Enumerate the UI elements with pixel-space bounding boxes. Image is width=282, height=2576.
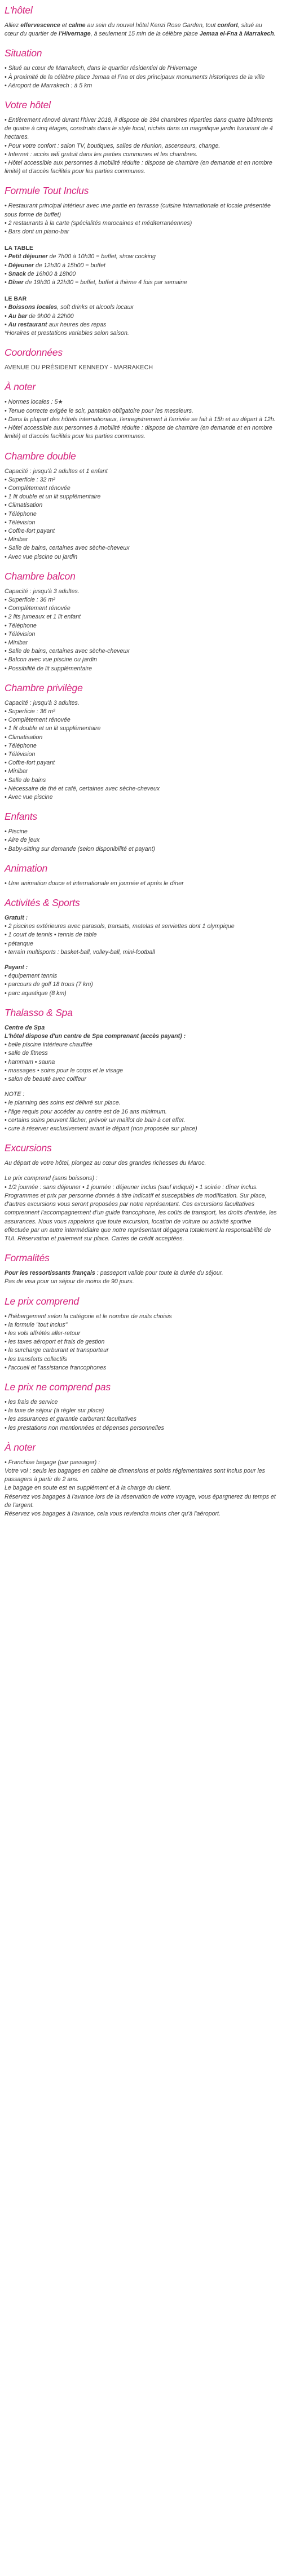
list-item: • Téléphone [5, 622, 37, 629]
situation-title: Situation [5, 47, 42, 59]
hotel-intro: Alliez effervescence et calme au sein du nouvel hôtel Kenzi Rose Garden, tout confort, situé au cœur du quartier de l'Hivernage, à seulement 15 min de la célèbre place Jemaa el-Fna à Marrakech. [5, 22, 276, 38]
list-item: • Balcon avec vue piscine ou jardin [5, 656, 97, 664]
list-item: • Au bar de 9h00 à 22h00 [5, 312, 74, 320]
chambre-double-title: Chambre double [5, 450, 76, 462]
list-item: • Petit déjeuner de 7h00 à 10h30 = buffet, show cooking [5, 253, 156, 260]
list-item: • Aire de jeux [5, 837, 40, 844]
list-item: • Aéroport de Marrakech : à 5 km [5, 82, 92, 89]
list-item: • cure à réserver exclusivement avant le départ (non proposée sur place) [5, 1125, 197, 1133]
spa-label: Centre de Spa [5, 1024, 45, 1031]
payant-label: Payant : [5, 964, 28, 971]
list-item: • salon de beauté avec coiffeur [5, 1076, 87, 1083]
list-item: • Franchise bagage (par passager) : [5, 1459, 100, 1466]
list-item: • Entièrement rénové durant l'hiver 2018, il dispose de 384 chambres réparties dans quatre bâtiments de quatre à cinq étages, construits dans le style local, nichés dans un magnifique jardin luxuriant de 4 hectares. [5, 117, 273, 141]
list-item: • 2 restaurants à la carte (spécialités marocaines et méditerranéennes) [5, 219, 192, 227]
list-item: • salle de fitness [5, 1050, 48, 1057]
list-item: • équipement tennis [5, 973, 58, 980]
chambre-balcon-list [5, 587, 277, 673]
list-item: • massages • soins pour le corps et le visage [5, 1067, 123, 1074]
list-item: • Piscine [5, 828, 28, 836]
list-item: Votre vol : seuls les bagages en cabine de dimensions et poids réglementaires sont inclus pour les passagers à partir de 2 ans. [5, 1467, 265, 1483]
list-item: • belle piscine intérieure chauffée [5, 1041, 92, 1049]
list-item: • 1 court de tennis • tennis de table [5, 931, 97, 939]
list-item: • certains soins peuvent fâcher, prévoir un maillot de bain à cet effet. [5, 1116, 186, 1124]
list-item: • Salle de bains, certaines avec sèche-cheveux [5, 545, 130, 552]
a-noter-2-list [5, 1459, 277, 1518]
list-item: • Télévision [5, 519, 36, 526]
votre-hotel-list [5, 116, 277, 176]
formalites-title: Formalités [5, 1252, 50, 1264]
list-item: • 1 lit double et un lit supplémentaire [5, 725, 101, 732]
list-item: • Situé au cœur de Marrakech, dans le quartier résidentiel de l'Hivernage [5, 65, 197, 72]
list-item: • l'accueil et l'assistance francophones [5, 1364, 107, 1371]
a-noter-section [5, 381, 277, 441]
list-item: • Complètement rénovée [5, 717, 70, 724]
list-item: • Minibar [5, 768, 28, 775]
formalites-visa: Pas de visa pour un séjour de moins de 90 jours. [5, 1278, 134, 1285]
list-item: • Minibar [5, 639, 28, 646]
list-item: • Possibilité de lit supplémentaire [5, 665, 92, 672]
situation-section [5, 47, 277, 90]
list-item: • Nécessaire de thé et café, certaines avec sèche-cheveux [5, 785, 160, 792]
list-item: • Dîner de 19h30 à 22h30 = buffet, buffet à thème 4 fois par semaine [5, 279, 187, 286]
a-noter-title: À noter [5, 381, 36, 393]
list-item: • Une animation douce et internationale en journée et après le dîner [5, 880, 184, 887]
chambre-privilege-list [5, 699, 277, 802]
list-item: • les transferts collectifs [5, 1355, 67, 1363]
list-item: • Salle de bains, certaines avec sèche-cheveux [5, 648, 130, 655]
votre-hotel-title: Votre hôtel [5, 99, 51, 111]
list-item: • Internet : accès wifi gratuit dans les parties communes et les chambres. [5, 151, 198, 158]
chambre-double-list [5, 467, 277, 562]
list-item: • À proximité de la célèbre place Jemaa el Fna et des principaux monuments historiques de la ville [5, 73, 265, 81]
list-item: • Climatisation [5, 502, 43, 509]
enfants-section [5, 811, 277, 854]
chambre-balcon-section [5, 571, 277, 673]
excursions-info: Programmes et prix par personne donnés à titre indicatif et susceptibles de modification. Sur place, d'autres excursions vous seront proposées par notre représentant. Ces excursions facultatives comprennent l'accompagnement d'un guide francophone, les coûts de transport, les droits d'entrée, les assurances. Nous vous rappelons que toute excursion, location de voiture ou activité sportive effectuée par un autre intermédiaire que notre représentant dégagera totalement la responsabilité de TUI. Réservation et paiement sur place. Cartes de crédit acceptées. [5, 1192, 277, 1242]
list-item: • Climatisation [5, 734, 43, 741]
payant-list [5, 972, 277, 998]
table-list [5, 253, 277, 287]
bar-list [5, 303, 277, 329]
list-item: • Complètement rénovée [5, 605, 70, 612]
animation-title: Animation [5, 862, 48, 874]
excursions-section [5, 1142, 277, 1243]
spa-desc: L'hôtel dispose d'un centre de Spa comprenant (accès payant) : [5, 1033, 186, 1040]
situation-list [5, 64, 277, 90]
coordonnees-title: Coordonnées [5, 347, 63, 359]
prix-ne-comprend-list [5, 1398, 277, 1433]
list-item: • hammam • sauna [5, 1058, 55, 1066]
list-item: • Téléphone [5, 742, 37, 749]
list-item: • Tenue correcte exigée le soir, pantalon obligatoire pour les messieurs. [5, 407, 193, 414]
animation-list [5, 880, 277, 888]
list-item: • Complètement rénovée [5, 484, 70, 492]
gratuit-list [5, 922, 277, 957]
gratuit-label: Gratuit : [5, 914, 28, 922]
list-item: • 1 lit double et un lit supplémentaire [5, 493, 101, 501]
list-item: • les assurances et garantie carburant facultatives [5, 1416, 136, 1423]
list-item: • Télévision [5, 630, 36, 638]
list-item: • Normes locales : 5★ [5, 399, 63, 406]
list-item: • la surcharge carburant et transporteur [5, 1347, 109, 1354]
list-item: • Hôtel accessible aux personnes à mobilité réduite : dispose de chambre (en demande et en nombre limité) et d'accès facilités pour les parties communes. [5, 160, 272, 175]
list-item: • le planning des soins est délivré sur place. [5, 1099, 121, 1107]
address: AVENUE DU PRÉSIDENT KENNEDY - MARRAKECH [5, 364, 153, 372]
list-item: • les taxes aéroport et frais de gestion [5, 1338, 105, 1346]
spa-notes-list [5, 1099, 277, 1133]
list-item: • Coffre-fort payant [5, 759, 55, 767]
list-item: • pétanque [5, 940, 33, 947]
list-item: • la taxe de séjour (à régler sur place) [5, 1407, 104, 1415]
bar-note: *Horaires et prestations variables selon saison. [5, 330, 129, 337]
list-item: • 2 lits jumeaux et 1 lit enfant [5, 613, 81, 621]
list-item: Capacité : jusqu'à 3 adultes. [5, 587, 80, 595]
list-item: Capacité : jusqu'à 3 adultes. [5, 699, 80, 706]
list-item: • Avec vue piscine ou jardin [5, 553, 78, 560]
hotel-title: L'hôtel [5, 5, 33, 16]
list-item: • Minibar [5, 536, 28, 544]
enfants-title: Enfants [5, 811, 37, 823]
list-item: • Dans la plupart des hôtels internationaux, l'enregistrement à l'arrivée se fait à 15h et au départ à 12h. [5, 416, 276, 423]
list-item: • Déjeuner de 12h30 à 15h00 = buffet [5, 262, 105, 269]
formalites-passport: Pour les ressortissants français : passeport valide pour toute la durée du séjour. [5, 1270, 223, 1277]
hotel-section [5, 5, 277, 38]
list-item: • Bars dont un piano-bar [5, 228, 69, 236]
excursions-intro: Au départ de votre hôtel, plongez au cœur des grandes richesses du Maroc. [5, 1160, 206, 1167]
prix-ne-comprend-section [5, 1381, 277, 1433]
formule-title: Formule Tout Inclus [5, 185, 89, 197]
prix-ne-comprend-title: Le prix ne comprend pas [5, 1381, 111, 1393]
table-subtitle: LA TABLE [5, 245, 34, 252]
enfants-list [5, 828, 277, 854]
formalites-section [5, 1252, 277, 1286]
activites-section [5, 897, 277, 998]
list-item: • Snack de 16h00 à 18h00 [5, 270, 76, 277]
chambre-double-section [5, 450, 277, 562]
a-noter-2-title: À noter [5, 1441, 36, 1453]
list-item: • Au restaurant aux heures des repas [5, 321, 107, 328]
list-item: • Restaurant principal intérieur avec une partie en terrasse (cuisine internationale et locale présentée sous forme de buffet) [5, 202, 271, 218]
list-item: • Pour votre confort : salon TV, boutiques, salles de réunion, ascenseurs, change. [5, 142, 221, 149]
coordonnees-section [5, 347, 277, 372]
list-item: • Boissons locales, soft drinks et alcools locaux [5, 304, 134, 311]
excursions-price-detail: • 1/2 journée : sans déjeuner • 1 journée : déjeuner inclus (sauf indiqué) • 1 soirée : dîner inclus. [5, 1183, 258, 1191]
list-item: • Salle de bains [5, 776, 46, 784]
list-item: Capacité : jusqu'à 2 adultes et 1 enfant [5, 467, 108, 475]
list-item: • les frais de service [5, 1398, 58, 1406]
bar-subtitle: LE BAR [5, 296, 27, 303]
list-item: • Hôtel accessible aux personnes à mobilité réduite : dispose de chambre (en demande et en nombre limité) et d'accès facilités pour les parties communes. [5, 425, 272, 440]
list-item: • l'hébergement selon la catégorie et le nombre de nuits choisis [5, 1313, 172, 1320]
animation-section [5, 863, 277, 888]
a-noter-list [5, 398, 277, 441]
spa-note-label: NOTE : [5, 1091, 25, 1098]
chambre-privilege-title: Chambre privilège [5, 682, 83, 693]
list-item: • les prestations non mentionnées et dépenses personnelles [5, 1424, 164, 1431]
activites-title: Activités & Sports [5, 897, 80, 909]
list-item: Réservez vos bagages à l'avance, cela vous reviendra moins cher qu'à l'aéroport. [5, 1510, 221, 1517]
list-item: • Téléphone [5, 510, 37, 518]
thalasso-section [5, 1007, 277, 1133]
list-item: • 2 piscines extérieures avec parasols, transats, matelas et serviettes dont 1 olympique [5, 923, 235, 930]
list-item: • parc aquatique (8 km) [5, 989, 67, 997]
list-item: • l'âge requis pour accéder au centre est de 16 ans minimum. [5, 1108, 167, 1115]
list-item: • Superficie : 36 m² [5, 596, 55, 603]
a-noter-2-section [5, 1442, 277, 1518]
list-item: • la formule "tout inclus" [5, 1321, 68, 1328]
formule-section [5, 185, 277, 338]
list-item: • Télévision [5, 750, 36, 758]
list-item: Le bagage en soute est en supplément et à la charge du client. [5, 1484, 171, 1492]
list-item: • Superficie : 36 m² [5, 708, 55, 715]
spa-list [5, 1041, 277, 1084]
chambre-privilege-section [5, 682, 277, 802]
prix-comprend-section [5, 1296, 277, 1372]
excursions-price-label: Le prix comprend (sans boissons) : [5, 1175, 98, 1182]
formule-list [5, 202, 277, 236]
votre-hotel-section [5, 99, 277, 176]
list-item: • les vols affrétés aller-retour [5, 1329, 81, 1337]
prix-comprend-title: Le prix comprend [5, 1295, 80, 1307]
thalasso-title: Thalasso & Spa [5, 1006, 73, 1018]
list-item: • Superficie : 32 m² [5, 476, 55, 483]
list-item: • Avec vue piscine [5, 794, 53, 801]
list-item: Réservez vos bagages à l'avance lors de la réservation de votre voyage, vous épargnerez du temps et de l'argent. [5, 1493, 276, 1509]
list-item: • Baby-sitting sur demande (selon disponibilité et payant) [5, 845, 155, 852]
chambre-balcon-title: Chambre balcon [5, 570, 76, 582]
prix-comprend-list [5, 1313, 277, 1372]
list-item: • Coffre-fort payant [5, 527, 55, 534]
excursions-title: Excursions [5, 1142, 52, 1154]
list-item: • parcours de golf 18 trous (7 km) [5, 981, 93, 988]
list-item: • terrain multisports : basket-ball, volley-ball, mini-football [5, 948, 155, 956]
